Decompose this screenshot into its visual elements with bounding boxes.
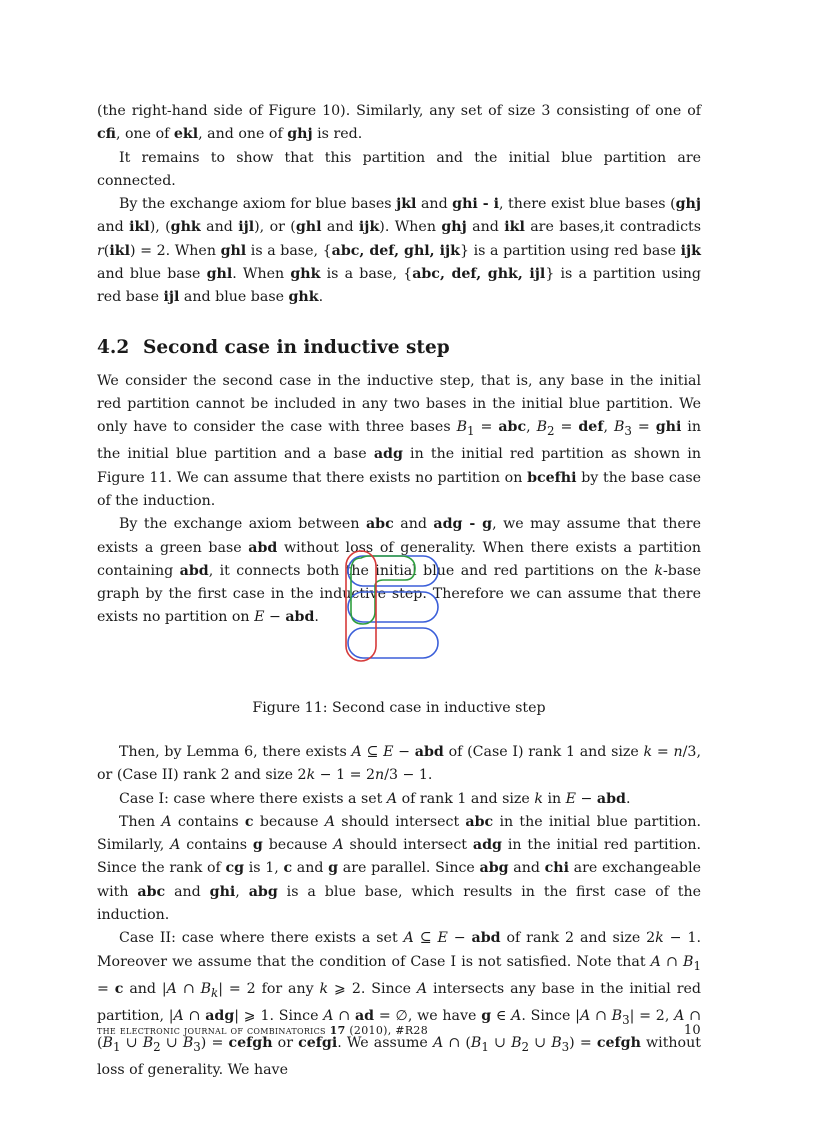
figure-caption: Figure 11: Second case in inductive step <box>252 700 546 716</box>
blue-base-abc <box>348 556 438 586</box>
paragraph-7: Case I: case where there exists a set A of rank 1 and size k in E − abd. <box>119 790 631 807</box>
journal-issue: (2010), #R28 <box>349 1024 428 1037</box>
paragraph-2: It remains to show that this partition and the initial blue partition are connected. <box>97 149 701 189</box>
paragraph-8: Then A contains c because A should intersect abc in the initial blue partition. Similarly, A contains g because A should intersect adg in the initial red partition. Since the rank of cg is 1, c and g are parallel. Since abg and chi are exchangeable with abc and ghi, abg is a blue base, which results in the first case of the induction. <box>97 813 702 924</box>
blue-base-ghi <box>348 628 438 658</box>
section-heading: 4.2 Second case in inductive step <box>97 336 450 358</box>
paragraph-9: Case II: case where there exists a set A ⊆ E − abd of rank 2 and size 2k − 1. Moreover we assume that the condition of Case I is not satisfied. Note that A ∩ $B_1 = c$ and |A ∩ $B_k| = 2$ for any k ⩾ 2. Since A intersects any base in the initial red partition, |A ∩ adg| ⩾ 1. Since A ∩ ad = ∅, we have g ∈ A. Since |A ∩ $B_3| = 2$, A ∩ ($B_1$ ∪ $B_2$ ∪ $B_3$) = cefgh or cefgi. We assume A ∩ ($B_1$ ∪ $B_2$ ∪ $B_3$) = cefgh without loss of generality. We have <box>97 930 701 1079</box>
paragraph-4: We consider the second case in the inductive step, that is, any base in the initial red partition cannot be included in any two bases in the initial blue partition. We only have to consider the case with three bases $B_1$ = abc, $B_2$ = def, $B_3$ = ghi in the initial blue partition and a base adg in the initial red partition as shown in Figure 11. We can assume that there exists no partition on bcefhi by the base case of the induction. <box>97 372 702 509</box>
paragraph-3: By the exchange axiom for blue bases jkl and ghi - i, there exist blue bases (ghj and ikl), (ghk and ijl), or (ghl and ijk). When ghj and ikl are bases,it contradicts r(ikl) = 2. When ghl is a base, {abc, def, ghl, ijk} is a partition using red base ijk and blue base ghl. When ghk is a base, {abc, def, ghk, ijl} is a partition using red base ijl and blue base ghk. <box>97 196 701 306</box>
page-number: 10 <box>683 1023 701 1038</box>
blue-base-def <box>348 592 438 622</box>
journal-volume: 17 <box>329 1024 346 1037</box>
paragraph-5: By the exchange axiom between abc and adg - g, we may assume that there exists a green base abd without loss of generality. When there exists a partition containing abd, it connects both the initial blue and red partitions on the k-base graph by the first case in the inductive step. Therefore we can assume that there exists no partition on E − abd. <box>97 516 701 626</box>
page-footer <box>97 1024 701 1037</box>
journal-name: the electronic journal of combinatorics <box>97 1024 326 1037</box>
figure-11-diagram <box>345 550 441 662</box>
paragraph-6: Then, by Lemma 6, there exists A ⊆ E − abd of (Case I) rank 1 and size k = n/3, or (Case II) rank 2 and size 2k − 1 = 2n/3 − 1. <box>97 744 701 784</box>
green-base-abd <box>351 556 415 624</box>
paragraph-1: (the right-hand side of Figure 10). Similarly, any set of size 3 consisting of one of cfi, one of ekl, and one of ghj is red. <box>97 103 701 143</box>
